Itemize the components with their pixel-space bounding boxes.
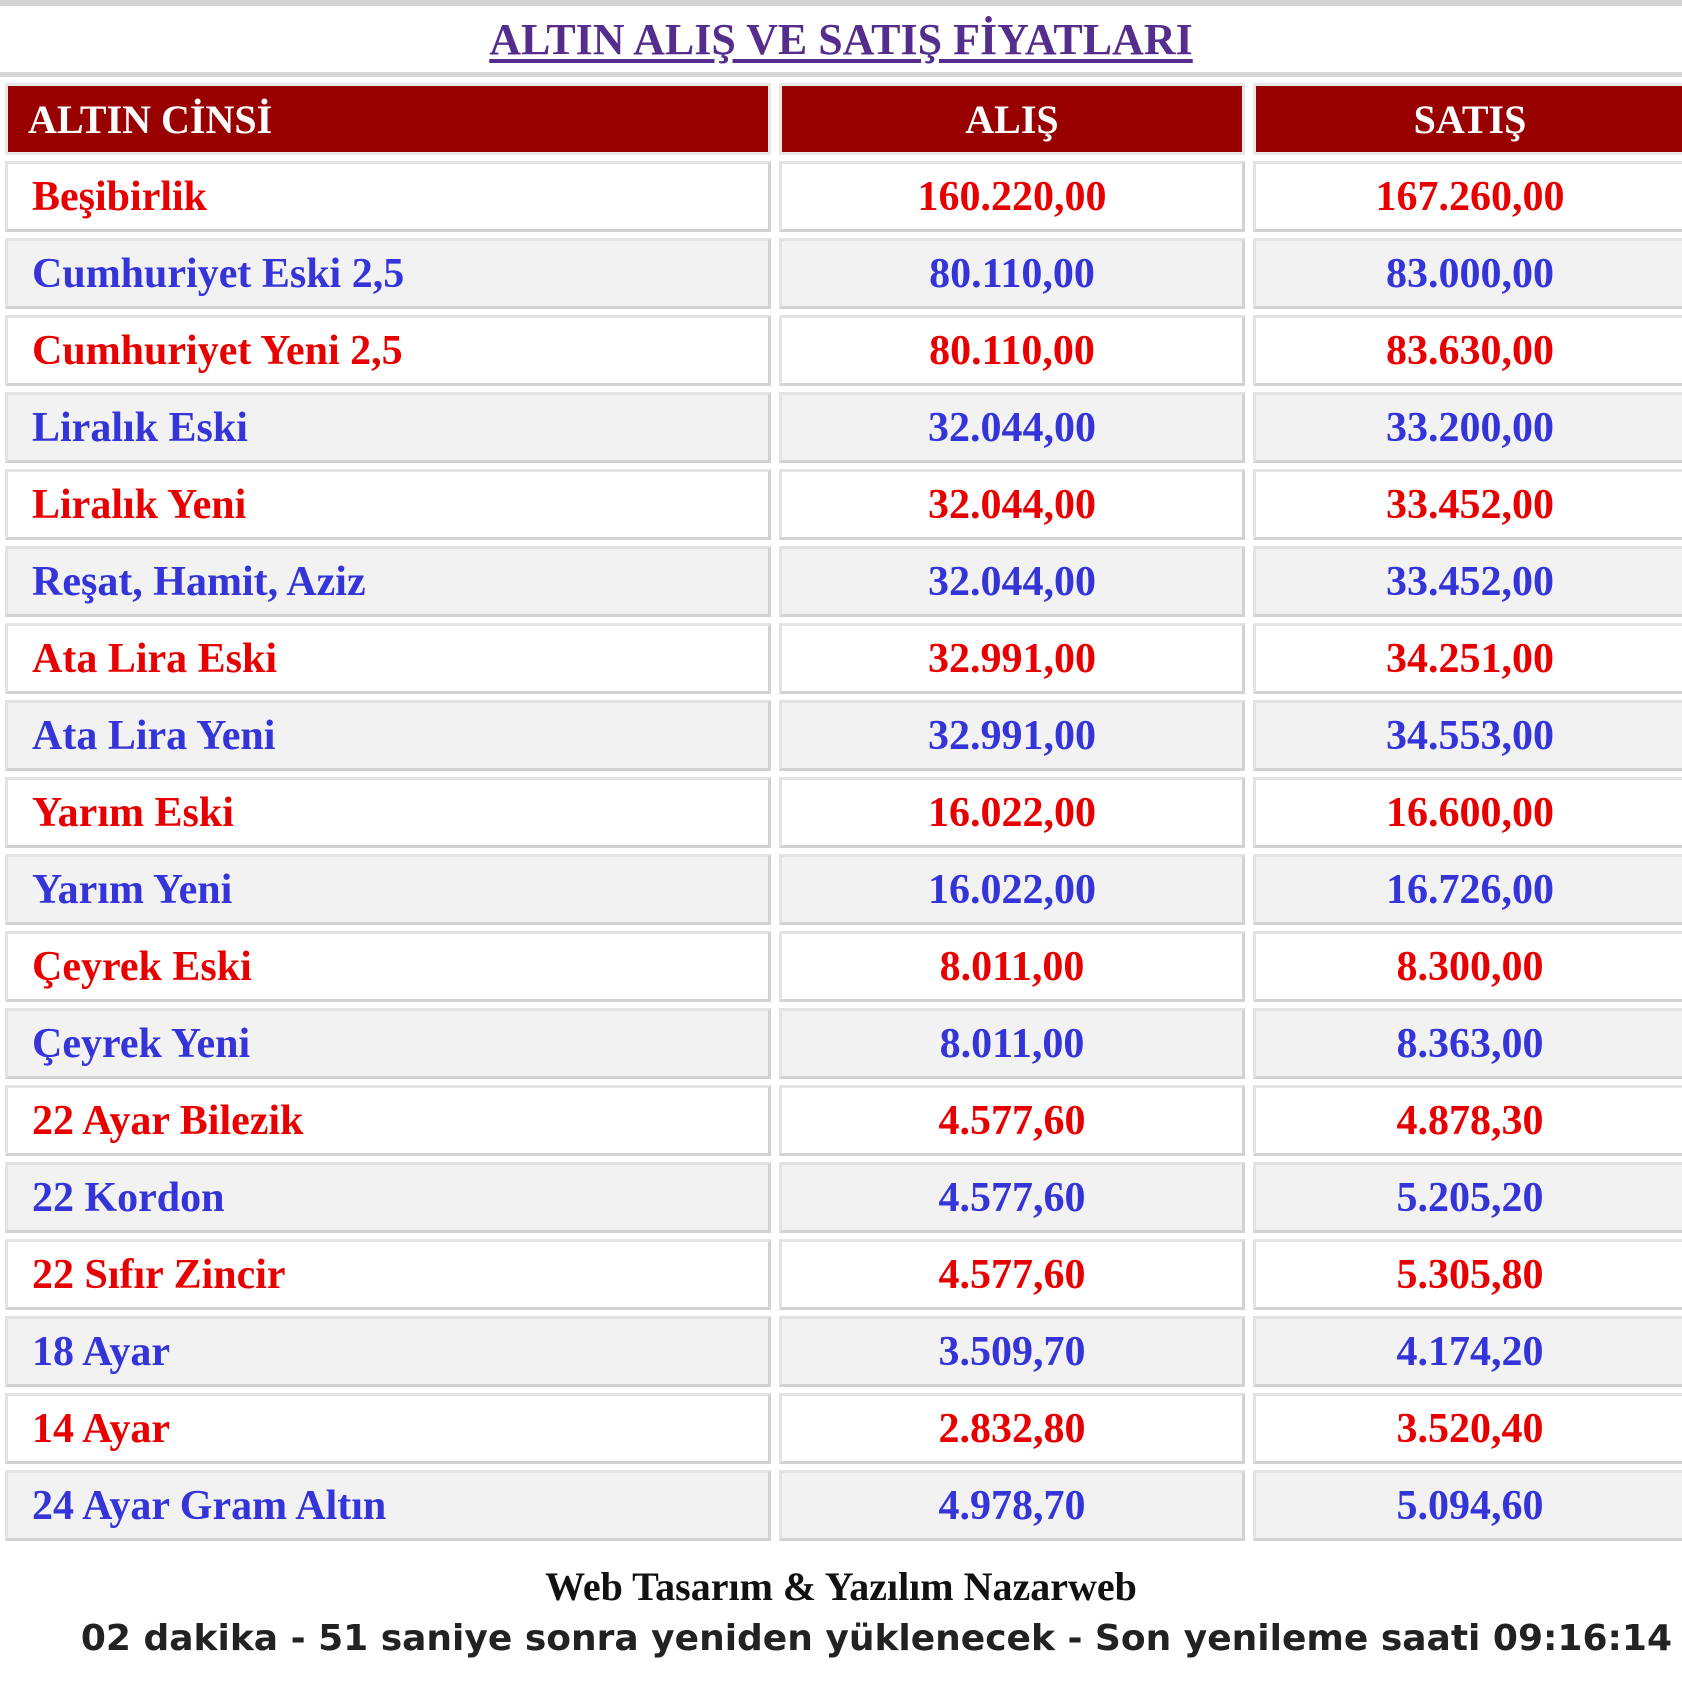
gold-type-cell: Ata Lira Yeni [5,700,771,771]
buy-price-cell: 3.509,70 [779,1316,1245,1387]
buy-price-cell: 160.220,00 [779,161,1245,232]
gold-type-cell: Reşat, Hamit, Aziz [5,546,771,617]
table-row [5,1008,1682,1079]
gold-type-cell: Liralık Yeni [5,469,771,540]
sell-price-cell: 83.000,00 [1253,238,1682,309]
gold-type-cell: Cumhuriyet Eski 2,5 [5,238,771,309]
gold-type-cell: Liralık Eski [5,392,771,463]
table-row [5,469,1682,540]
gold-type-cell: Yarım Yeni [5,854,771,925]
gold-type-cell: 14 Ayar [5,1393,771,1464]
sell-price-cell: 83.630,00 [1253,315,1682,386]
sell-price-cell: 34.553,00 [1253,700,1682,771]
buy-price-cell: 32.044,00 [779,469,1245,540]
buy-price-cell: 80.110,00 [779,238,1245,309]
sell-price-cell: 5.305,80 [1253,1239,1682,1310]
column-header-sell: SATIŞ [1253,83,1682,155]
table-row [5,1239,1682,1310]
gold-type-cell: Çeyrek Yeni [5,1008,771,1079]
table-row [5,315,1682,386]
gold-type-cell: Beşibirlik [5,161,771,232]
sell-price-cell: 33.452,00 [1253,546,1682,617]
gold-type-cell: Yarım Eski [5,777,771,848]
buy-price-cell: 80.110,00 [779,315,1245,386]
table-row [5,1162,1682,1233]
sell-price-cell: 16.726,00 [1253,854,1682,925]
sell-price-cell: 8.363,00 [1253,1008,1682,1079]
sell-price-cell: 167.260,00 [1253,161,1682,232]
buy-price-cell: 16.022,00 [779,777,1245,848]
footer-credit: Web Tasarım & Yazılım Nazarweb [545,1564,1137,1609]
sell-price-cell: 3.520,40 [1253,1393,1682,1464]
gold-type-cell: Çeyrek Eski [5,931,771,1002]
buy-price-cell: 32.991,00 [779,700,1245,771]
price-rows [5,161,1682,1541]
page-title-link[interactable]: ALTIN ALIŞ VE SATIŞ FİYATLARI [489,15,1193,64]
buy-price-cell: 4.577,60 [779,1239,1245,1310]
sell-price-cell: 8.300,00 [1253,931,1682,1002]
table-row [5,854,1682,925]
buy-price-cell: 8.011,00 [779,931,1245,1002]
table-row [5,777,1682,848]
gold-type-cell: 18 Ayar [5,1316,771,1387]
table-row [5,931,1682,1002]
table-row [5,1316,1682,1387]
gold-type-cell: 22 Kordon [5,1162,771,1233]
sell-price-cell: 4.174,20 [1253,1316,1682,1387]
gold-type-cell: Cumhuriyet Yeni 2,5 [5,315,771,386]
buy-price-cell: 32.991,00 [779,623,1245,694]
buy-price-cell: 4.577,60 [779,1085,1245,1156]
column-header-buy: ALIŞ [779,83,1245,155]
table-row [5,392,1682,463]
table-row [5,1470,1682,1541]
buy-price-cell: 4.978,70 [779,1470,1245,1541]
table-row [5,546,1682,617]
buy-price-cell: 16.022,00 [779,854,1245,925]
sell-price-cell: 33.200,00 [1253,392,1682,463]
table-row [5,623,1682,694]
column-header-gold-type: ALTIN CİNSİ [5,83,771,155]
buy-price-cell: 32.044,00 [779,546,1245,617]
buy-price-cell: 8.011,00 [779,1008,1245,1079]
sell-price-cell: 33.452,00 [1253,469,1682,540]
sell-price-cell: 5.205,20 [1253,1162,1682,1233]
gold-type-cell: Ata Lira Eski [5,623,771,694]
table-row [5,161,1682,232]
refresh-countdown: 02 dakika - 51 saniye sonra yeniden yüklenecek - Son yenileme saati 09:16:14 [80,1618,1672,1659]
sell-price-cell: 4.878,30 [1253,1085,1682,1156]
table-row [5,1085,1682,1156]
gold-price-table [0,77,1682,1547]
table-row [5,238,1682,309]
sell-price-cell: 16.600,00 [1253,777,1682,848]
gold-type-cell: 24 Ayar Gram Altın [5,1470,771,1541]
buy-price-cell: 32.044,00 [779,392,1245,463]
sell-price-cell: 5.094,60 [1253,1470,1682,1541]
table-header-row [5,83,1682,155]
buy-price-cell: 2.832,80 [779,1393,1245,1464]
sell-price-cell: 34.251,00 [1253,623,1682,694]
gold-type-cell: 22 Ayar Bilezik [5,1085,771,1156]
gold-type-cell: 22 Sıfır Zincir [5,1239,771,1310]
top-divider [0,0,1682,6]
table-row [5,1393,1682,1464]
table-row [5,700,1682,771]
buy-price-cell: 4.577,60 [779,1162,1245,1233]
